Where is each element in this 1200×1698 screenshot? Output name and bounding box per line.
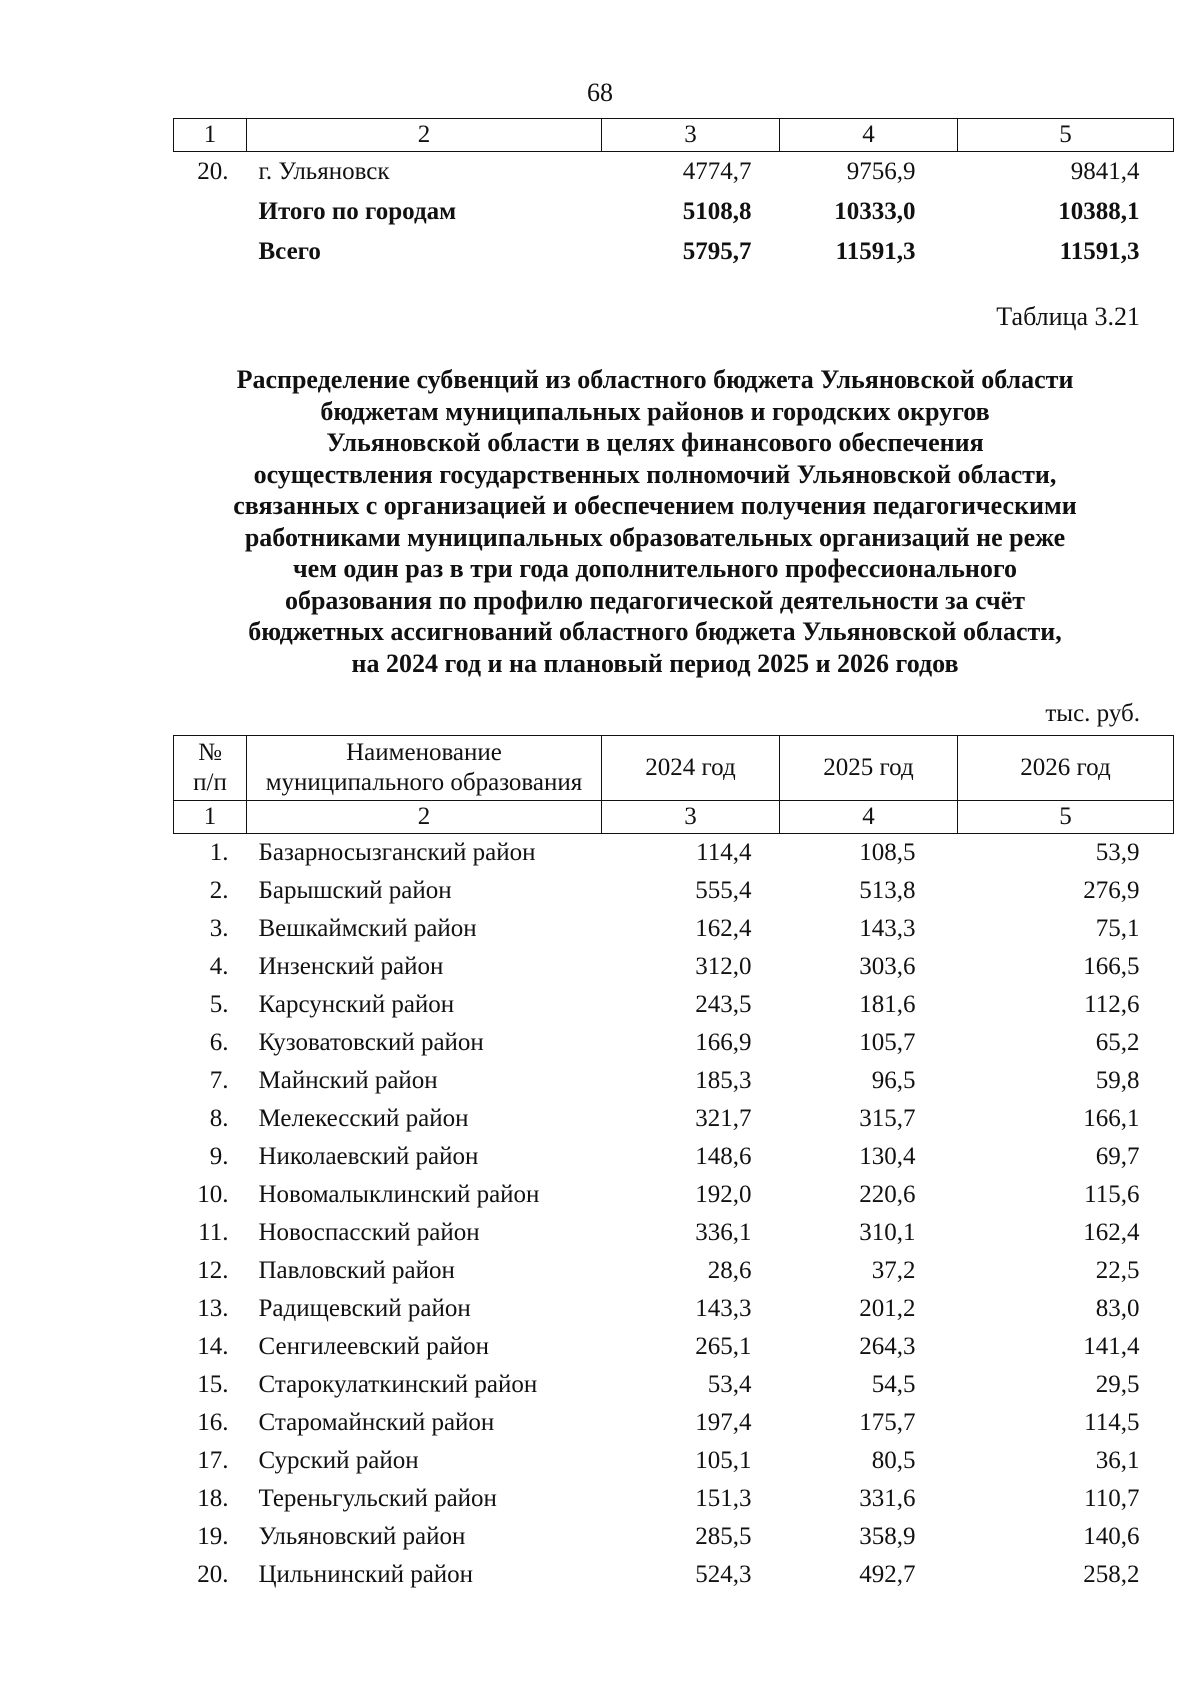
value-2026: 258,2 [1083,1561,1140,1588]
value-2024: 148,6 [695,1143,752,1170]
value-2026: 53,9 [1095,839,1140,866]
value-2024: 192,0 [695,1181,752,1208]
value-2026: 11591,3 [1059,238,1140,265]
value-2026: 69,7 [1095,1143,1140,1170]
value-2026: 141,4 [1083,1333,1140,1360]
col-number: 5 [958,801,1174,834]
municipality-name: Радищевский район [258,1295,471,1322]
unit-label: тыс. руб. [1045,700,1140,727]
value-2024: 285,5 [695,1523,752,1550]
value-2025: 37,2 [871,1257,916,1284]
value-2025: 303,6 [859,953,916,980]
value-2026: 112,6 [1084,991,1140,1018]
table-row [174,1290,1174,1328]
table-row [174,1442,1174,1480]
table-row [174,152,1174,193]
grand-total-row [174,232,1174,272]
table-row [174,1214,1174,1252]
value-2024: 28,6 [707,1257,752,1284]
row-number: 20. [197,1561,229,1588]
value-2025: 96,5 [871,1067,916,1094]
value-2026: 9841,4 [1070,158,1140,185]
col-number: 1 [174,801,247,834]
value-2024: 143,3 [695,1295,752,1322]
row-number: 13. [197,1295,229,1322]
header-number-line1: № [198,739,222,766]
table-row [174,834,1174,873]
value-2024: 151,3 [695,1485,752,1512]
value-2025: 264,3 [859,1333,916,1360]
subvention-table [173,735,1174,1594]
title-line: связанных с организацией и обеспечением получения педагогическими [233,491,1077,520]
header-2024: 2024 год [602,736,780,801]
col-number: 2 [247,801,602,834]
title-line: бюджетных ассигнований областного бюджета Ульяновской области, [248,617,1062,646]
value-2026: 115,6 [1084,1181,1140,1208]
row-number: 2. [209,877,229,904]
col-number: 4 [780,801,958,834]
municipality-name: Новоспасский район [258,1219,480,1246]
municipality-name: Кузоватовский район [258,1029,484,1056]
value-2024: 114,4 [696,839,752,866]
row-number: 17. [197,1447,229,1474]
total-row-cities [174,192,1174,232]
row-number: 16. [197,1409,229,1436]
value-2026: 276,9 [1083,877,1140,904]
value-2024: 166,9 [695,1029,752,1056]
title-line: чем один раз в три года дополнительного профессионального [293,554,1017,583]
table-row [174,1252,1174,1290]
title-line: осуществления государственных полномочий Ульяновской области, [253,459,1057,489]
table-row [174,986,1174,1024]
title-line: на 2024 год и на плановый период 2025 и 2026 годов [351,648,959,678]
value-2025: 10333,0 [834,198,916,225]
col-number: 2 [247,119,602,152]
value-2025: 105,7 [859,1029,916,1056]
value-2025: 175,7 [859,1409,916,1436]
value-2025: 220,6 [859,1181,916,1208]
value-2025: 143,3 [859,915,916,942]
value-2025: 80,5 [871,1447,916,1474]
municipality-name: Тереньгульский район [258,1485,497,1512]
value-2024: 53,4 [707,1371,752,1398]
col-number: 4 [780,119,958,152]
municipality-name: Николаевский район [258,1143,479,1170]
row-number: 5. [209,991,229,1018]
value-2025: 513,8 [859,877,916,904]
municipality-name: Инзенский район [258,953,444,980]
title-line: работниками муниципальных образовательных организаций не реже [244,522,1066,552]
table-row [174,1062,1174,1100]
row-number: 20. [197,158,229,185]
value-2025: 358,9 [859,1523,916,1550]
table-row [174,1366,1174,1404]
value-2026: 140,6 [1083,1523,1140,1550]
value-2024: 162,4 [695,915,752,942]
row-number: 11. [198,1219,229,1246]
value-2025: 130,4 [859,1143,916,1170]
table-row [174,1404,1174,1442]
municipality-name: г. Ульяновск [258,158,390,185]
value-2025: 54,5 [871,1371,916,1398]
value-2025: 201,2 [859,1295,916,1322]
value-2024: 243,5 [695,991,752,1018]
value-2025: 492,7 [859,1561,916,1588]
value-2026: 110,7 [1084,1485,1140,1512]
row-number: 4. [209,953,229,980]
value-2026: 10388,1 [1058,198,1140,225]
header-2026: 2026 год [958,736,1174,801]
value-2026: 114,5 [1084,1409,1140,1436]
row-number: 10. [197,1181,229,1208]
title-line: Ульяновской области в целях финансового обеспечения [326,428,984,457]
value-2025: 181,6 [859,991,916,1018]
table-row [174,1518,1174,1556]
value-2024: 105,1 [695,1447,752,1474]
value-2024: 5795,7 [682,238,752,265]
column-number-row [174,119,1174,152]
value-2026: 36,1 [1095,1447,1140,1474]
value-2026: 29,5 [1095,1371,1140,1398]
municipality-name: Старокулаткинский район [258,1371,538,1398]
municipality-name: Цильнинский район [258,1561,474,1588]
value-2025: 108,5 [859,839,916,866]
municipality-name: Карсунский район [258,991,455,1018]
header-name-line1: Наименование [346,739,502,766]
header-number-line2: п/п [193,769,227,796]
value-2026: 83,0 [1095,1295,1140,1322]
municipality-name: Базарносызганский район [258,839,536,866]
table-row [174,1328,1174,1366]
column-number-row [174,801,1174,834]
header-2025: 2025 год [780,736,958,801]
table-row [174,1556,1174,1594]
table-header-row [174,736,1174,801]
row-number: 15. [197,1371,229,1398]
value-2026: 166,1 [1083,1105,1140,1132]
table-label: Таблица 3.21 [996,302,1140,331]
title-line: образования по профилю педагогической деятельности за счёт [284,585,1026,615]
page-number: 68 [587,78,613,107]
continuation-table [173,118,1174,272]
value-2026: 22,5 [1095,1257,1140,1284]
municipality-name: Барышский район [258,877,452,904]
table-row [174,1176,1174,1214]
row-number: 18. [197,1485,229,1512]
row-number: 9. [209,1143,229,1170]
col-number: 5 [958,119,1174,152]
value-2024: 265,1 [695,1333,752,1360]
value-2024: 524,3 [695,1561,752,1588]
table-title [190,364,1120,679]
table-row [174,1138,1174,1176]
row-number: 12. [197,1257,229,1284]
value-2025: 9756,9 [846,158,916,185]
row-number: 1. [209,839,229,866]
title-line: бюджетам муниципальных районов и городских округов [320,396,990,426]
table-row [174,1024,1174,1062]
value-2024: 555,4 [695,877,752,904]
value-2024: 4774,7 [682,158,752,185]
row-number: 19. [197,1523,229,1550]
col-number: 3 [602,119,780,152]
municipality-name: Сурский район [258,1447,419,1474]
row-number: 3. [209,915,229,942]
table-row [174,872,1174,910]
municipality-name: Вешкаймский район [258,915,477,942]
value-2024: 197,4 [695,1409,752,1436]
value-2024: 336,1 [695,1219,752,1246]
municipality-name: Новомалыклинский район [258,1181,540,1208]
value-2026: 59,8 [1095,1067,1140,1094]
value-2026: 65,2 [1095,1029,1140,1056]
title-line: Распределение субвенций из областного бюджета Ульяновской области [236,365,1074,394]
value-2025: 315,7 [859,1105,916,1132]
row-number: 8. [209,1105,229,1132]
value-2026: 166,5 [1083,953,1140,980]
value-2026: 75,1 [1095,915,1140,942]
municipality-name: Сенгилеевский район [258,1333,490,1360]
value-2024: 321,7 [695,1105,752,1132]
municipality-name: Мелекесский район [258,1105,469,1132]
header-name-line2: муниципального образования [265,769,583,796]
table-row [174,948,1174,986]
table-row [174,910,1174,948]
value-2026: 162,4 [1083,1219,1140,1246]
municipality-name: Старомайнский район [258,1409,495,1436]
col-number: 1 [174,119,247,152]
table-row [174,1100,1174,1138]
row-number: 14. [197,1333,229,1360]
value-2025: 331,6 [859,1485,916,1512]
table-row [174,1480,1174,1518]
value-2024: 5108,8 [682,198,752,225]
header-number [174,736,247,801]
header-name [247,736,602,801]
col-number: 3 [602,801,780,834]
value-2025: 11591,3 [835,238,916,265]
value-2024: 185,3 [695,1067,752,1094]
row-number: 7. [209,1067,229,1094]
row-number: 6. [209,1029,229,1056]
total-label: Итого по городам [258,198,457,225]
municipality-name: Ульяновский район [258,1523,466,1550]
value-2025: 310,1 [859,1219,916,1246]
total-label: Всего [258,238,321,265]
value-2024: 312,0 [695,953,752,980]
municipality-name: Павловский район [258,1257,455,1284]
municipality-name: Майнский район [258,1067,438,1094]
